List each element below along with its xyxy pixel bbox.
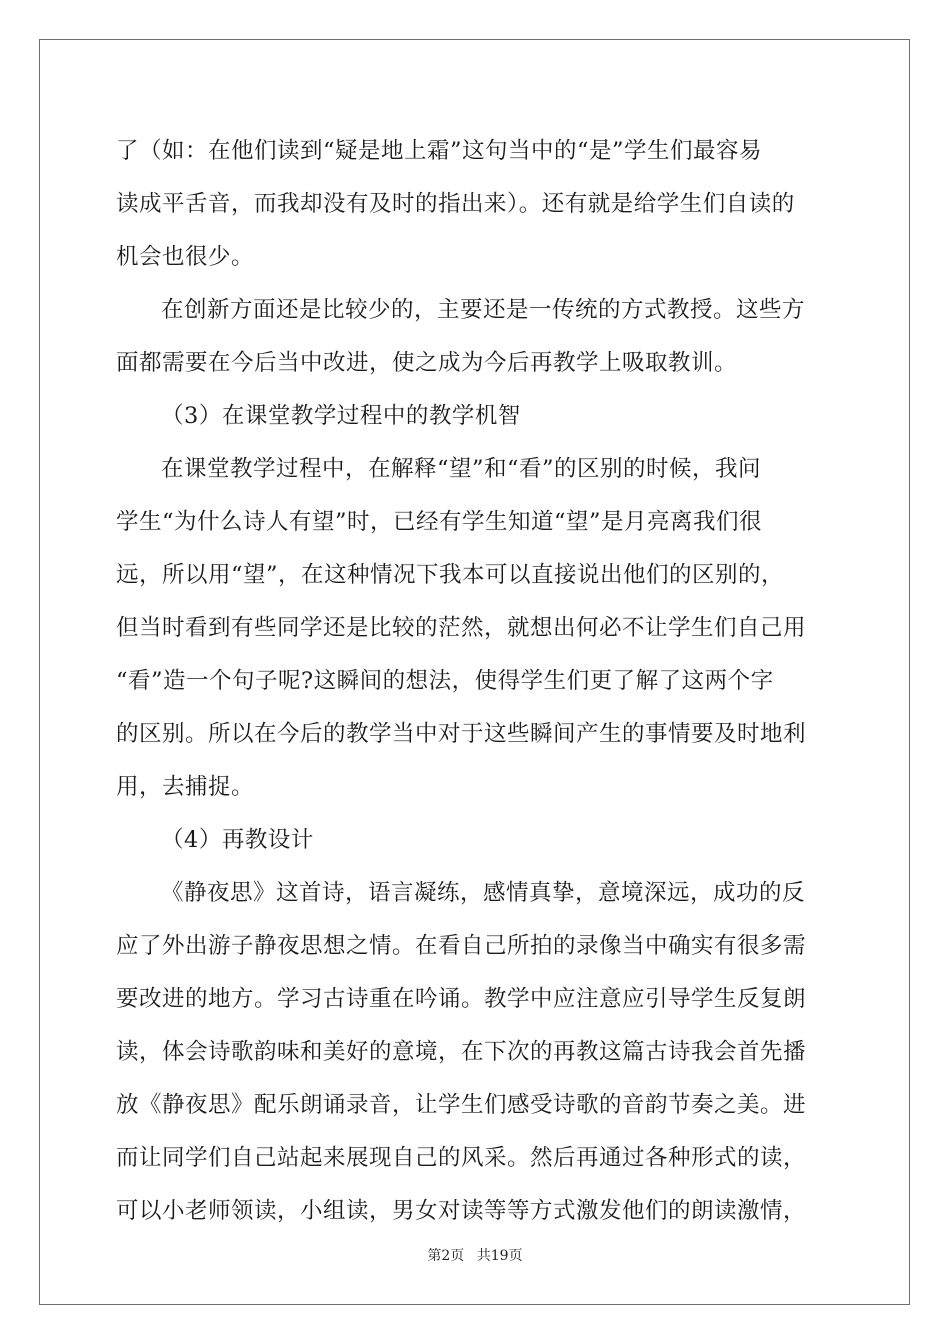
page-total: 共19页 [476,1248,523,1264]
text-line: 放《静夜思》配乐朗诵录音，让学生们感受诗歌的音韵节奏之美。进 [116,1092,807,1118]
text-line: 用，去捕捉。 [116,774,255,800]
text-line: 远，所以用“望”，在这种情况下我本可以直接说出他们的区别的， [116,562,785,588]
text-line: 读，体会诗歌韵味和美好的意境，在下次的再教这篇古诗我会首先播 [116,1039,807,1065]
paragraph-start: 在课堂教学过程中，在解释“望”和“看”的区别的时候，我问 [161,456,762,482]
document-body [116,125,836,1238]
section-heading: （3）在课堂教学过程中的教学机智 [161,403,521,429]
page-number: 第2页 [427,1248,465,1264]
text-line: 面都需要在今后当中改进，使之成为今后再教学上吸取教训。 [116,350,738,376]
paragraph-start: 在创新方面还是比较少的，主要还是一传统的方式教授。这些方 [161,297,806,323]
page-footer [0,1245,950,1265]
text-line: 机会也很少。 [116,244,255,270]
text-line: 的区别。所以在今后的教学当中对于这些瞬间产生的事情要及时地利 [116,721,807,747]
text-line: 要改进的地方。学习古诗重在吟诵。教学中应注意应引导学生反复朗 [116,986,807,1012]
text-line: 可以小老师领读，小组读，男女对读等等方式激发他们的朗读激情， [116,1198,807,1224]
text-line: 而让同学们自己站起来展现自己的风采。然后再通过各种形式的读， [116,1145,807,1171]
text-line: “看”造一个句子呢?这瞬间的想法，使得学生们更了解了这两个字 [116,668,774,694]
text-line: 读成平舌音，而我却没有及时的指出来）。还有就是给学生们自读的 [116,191,795,217]
text-line: 应了外出游子静夜思想之情。在看自己所拍的录像当中确实有很多需 [116,933,807,959]
text-line: 但当时看到有些同学还是比较的茫然，就想出何必不让学生们自己用 [116,615,807,641]
paragraph-start: 《静夜思》这首诗，语言凝练，感情真挚，意境深远，成功的反 [161,880,806,906]
section-heading: （4）再教设计 [161,827,314,853]
text-line: 学生“为什么诗人有望”时，已经有学生知道“望”是月亮离我们很 [116,509,763,535]
text-line: 了（如：在他们读到“疑是地上霜”这句当中的“是”学生们最容易 [116,138,763,164]
